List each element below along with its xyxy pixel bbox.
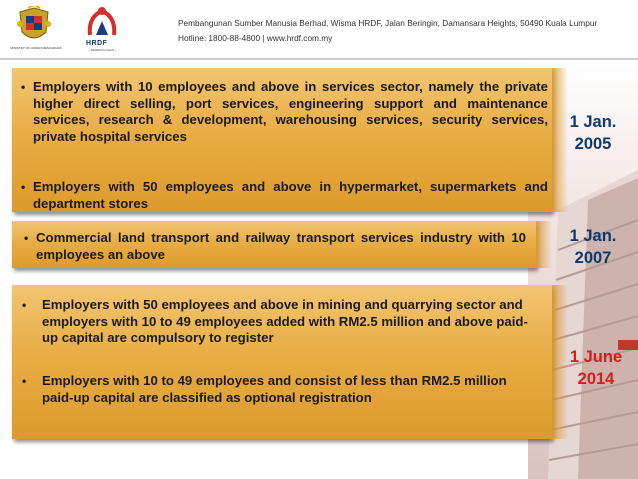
header-hotline: Hotline: 1800-88-4800 | www.hrdf.com.my [178, 33, 333, 43]
bullet-icon: • [22, 374, 27, 388]
crest-label: MINISTRY OF HUMAN RESOURCES [10, 46, 62, 50]
bullet-text: Employers with 50 employees and above in hypermarket, supermarkets and department stores [33, 179, 548, 211]
header-address: Pembangunan Sumber Manusia Berhad, Wisma HRDF, Jalan Beringin, Damansara Heights, 50490 Kuala Lumpur [178, 18, 598, 28]
bullet-text: Employers with 50 employees and above in mining and quarrying sector and employers with 10 to 49 employees added with RM2.5 million and above paid-up capital are compulsory to register [42, 297, 528, 345]
panel-2007 [12, 221, 536, 268]
hrdf-logo-icon [86, 5, 118, 39]
panel-2014 [12, 285, 552, 439]
list-item [24, 230, 526, 263]
date-label-2014: 1 June 2014 [569, 348, 623, 388]
slide-header [0, 0, 638, 56]
bullet-text: Employers with 10 to 49 employees and consist of less than RM2.5 million paid-up capital are classified as optional registration [42, 373, 507, 405]
bullet-icon: • [24, 231, 29, 245]
list-item [21, 79, 548, 145]
bullet-text: Employers with 10 employees and above in services sector, namely the private higher direct selling, port services, engineering support and maintenance services, research & development, warehousing services, security services, private hospital services [33, 79, 548, 144]
list-item [22, 297, 537, 347]
date-label-2007: 1 Jan. 2007 [569, 227, 617, 267]
date-label-2005: 1 Jan. 2005 [569, 113, 617, 153]
bullet-icon: • [21, 80, 26, 94]
bullet-icon: • [22, 298, 27, 312]
malaysia-crest-icon [16, 6, 52, 46]
hrdf-tagline: ~ PEMBANGUNAN ~ [88, 48, 117, 52]
list-item [21, 179, 548, 212]
bullet-icon: • [21, 180, 26, 194]
panel-2005 [12, 68, 552, 212]
hrdf-logo-text: HRDF [86, 40, 108, 47]
bullet-text: Commercial land transport and railway transport services industry with 10 employees an above [36, 230, 526, 262]
list-item [22, 373, 537, 406]
